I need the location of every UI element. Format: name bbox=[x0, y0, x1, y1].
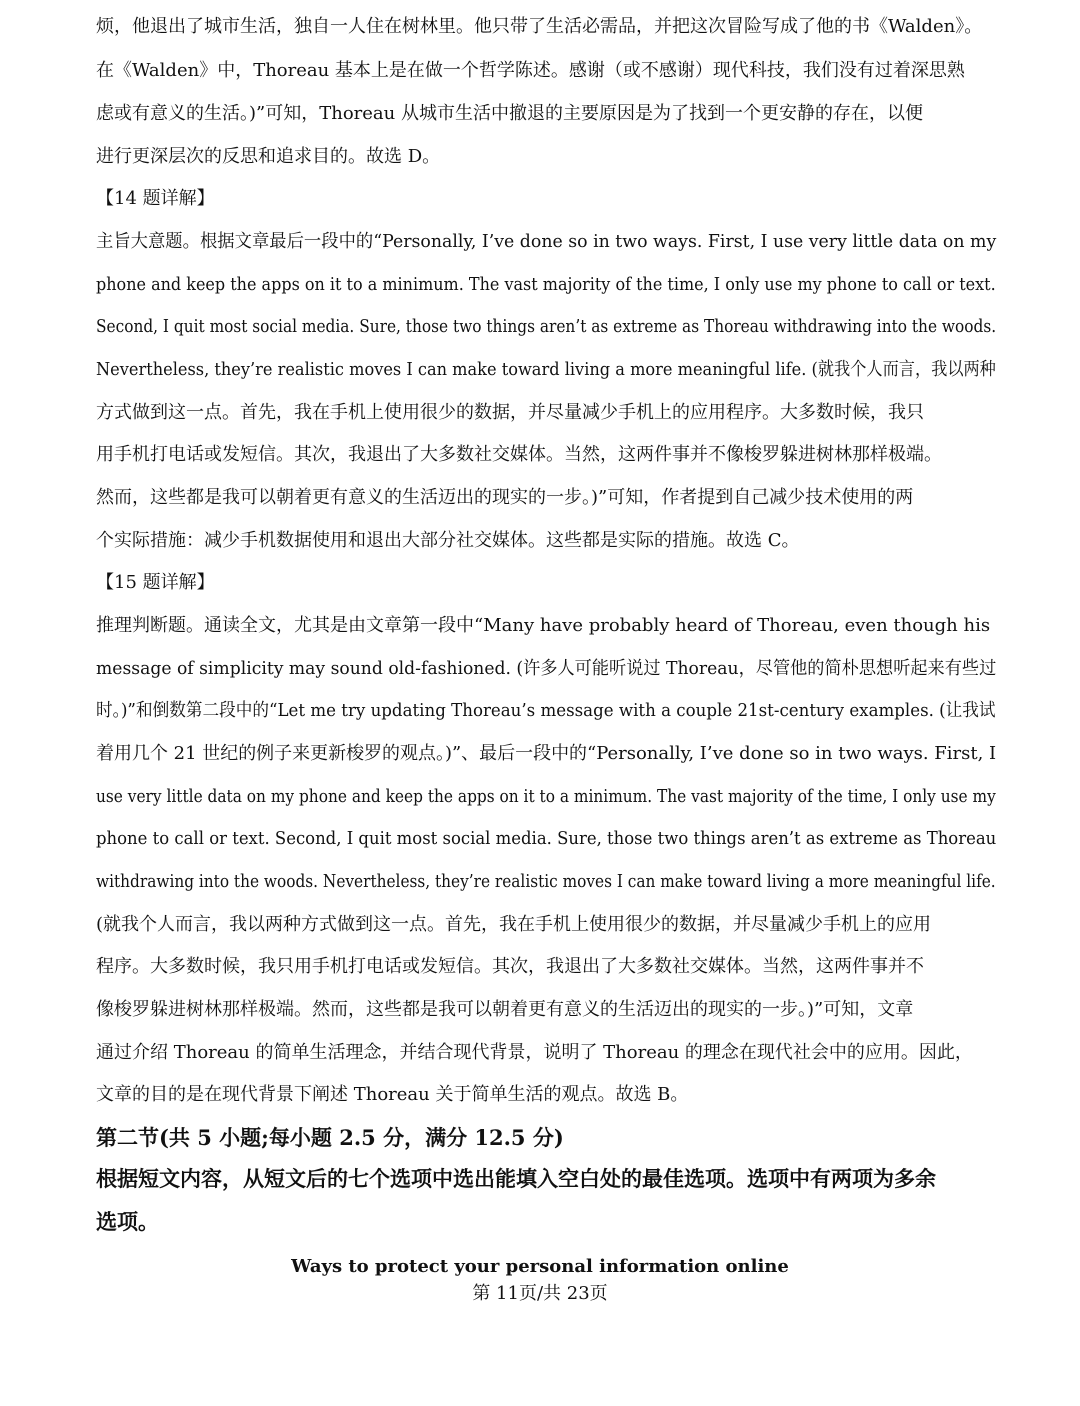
text-line: message of simplicity may sound old-fashioned. (许多人可能听说过 Thoreau，尽管他的简朴思想听起来有些过 bbox=[96, 658, 997, 679]
text-line: 方式做到这一点。首先，我在手机上使用很少的数据，并尽量减少手机上的应用程序。大多数时候，我只 bbox=[96, 402, 924, 423]
text-line: 文章的目的是在现代背景下阐述 Thoreau 关于简单生活的观点。故选 B。 bbox=[96, 1084, 689, 1105]
page-footer: 第 11页/共 23页 bbox=[472, 1283, 608, 1304]
text-line: use very little data on my phone and keep the apps on it to a minimum. The vast majority of the time, I only use my bbox=[96, 786, 996, 807]
text-line: phone to call or text. Second, I quit most social media. Sure, those two things aren’t as extreme as Thoreau bbox=[96, 828, 997, 849]
text-line: 个实际措施：减少手机数据使用和退出大部分社交媒体。这些都是实际的措施。故选 C。 bbox=[96, 530, 800, 551]
text-line: (就我个人而言，我以两种方式做到这一点。首先，我在手机上使用很少的数据，并尽量减少手机上的应用 bbox=[96, 914, 932, 935]
text-line: 像梭罗躲进树林那样极端。然而，这些都是我可以朝着更有意义的生活迈出的现实的一步。)”可知，文章 bbox=[96, 999, 914, 1020]
text-line: 虑或有意义的生活。)”可知，Thoreau 从城市生活中撤退的主要原因是为了找到一个更安静的存在，以便 bbox=[96, 103, 923, 124]
instruction-line: 根据短文内容，从短文后的七个选项中选出能填入空白处的最佳选项。选项中有两项为多余 bbox=[96, 1166, 936, 1191]
text-line: 通过介绍 Thoreau 的简单生活理念，并结合现代背景，说明了 Thoreau 的理念在现代社会中的应用。因此， bbox=[96, 1042, 973, 1063]
text-line: 主旨大意题。根据文章最后一段中的“Personally, I’ve done so in two ways. First, I use very little data on my bbox=[96, 231, 997, 252]
section-label: 【15 题详解】 bbox=[96, 572, 215, 593]
text-line: 时。)”和倒数第二段中的“Let me try updating Thoreau’s message with a couple 21st-century examples. (让我试 bbox=[96, 700, 996, 721]
text-line: phone and keep the apps on it to a minimum. The vast majority of the time, I only use my phone to call or text. bbox=[96, 274, 996, 295]
text-line: Nevertheless, they’re realistic moves I can make toward living a more meaningful life. (就我个人而言，我以两种 bbox=[96, 359, 996, 380]
passage-title: Ways to protect your personal information online bbox=[291, 1256, 789, 1277]
text-line: 在《Walden》中，Thoreau 基本上是在做一个哲学陈述。感谢（或不感谢）现代科技，我们没有过着深思熟 bbox=[96, 60, 965, 81]
section-heading: 第二节(共 5 小题;每小题 2.5 分，满分 12.5 分) bbox=[96, 1125, 564, 1150]
text-line: 然而，这些都是我可以朝着更有意义的生活迈出的现实的一步。)”可知，作者提到自己减少技术使用的两 bbox=[96, 487, 914, 508]
section-label: 【14 题详解】 bbox=[96, 188, 215, 209]
instruction-line: 选项。 bbox=[96, 1209, 159, 1234]
text-line: 推理判断题。通读全文，尤其是由文章第一段中“Many have probably heard of Thoreau, even though his bbox=[96, 615, 991, 636]
text-line: withdrawing into the woods. Nevertheless, they’re realistic moves I can make toward living a more meaningful life. bbox=[96, 871, 996, 892]
text-line: 烦，他退出了城市生活，独自一人住在树林里。他只带了生活必需品，并把这次冒险写成了他的书《Walden》。 bbox=[96, 16, 983, 37]
text-line: Second, I quit most social media. Sure, those two things aren’t as extreme as Thoreau withdrawing into the woods. bbox=[96, 316, 997, 337]
text-line: 程序。大多数时候，我只用手机打电话或发短信。其次，我退出了大多数社交媒体。当然，这两件事并不 bbox=[96, 956, 924, 977]
text-line: 着用几个 21 世纪的例子来更新梭罗的观点。)”、最后一段中的“Personally, I’ve done so in two ways. First, I bbox=[96, 743, 997, 764]
text-line: 进行更深层次的反思和追求目的。故选 D。 bbox=[96, 146, 441, 167]
text-line: 用手机打电话或发短信。其次，我退出了大多数社交媒体。当然，这两件事并不像梭罗躲进树林那样极端。 bbox=[96, 444, 942, 465]
